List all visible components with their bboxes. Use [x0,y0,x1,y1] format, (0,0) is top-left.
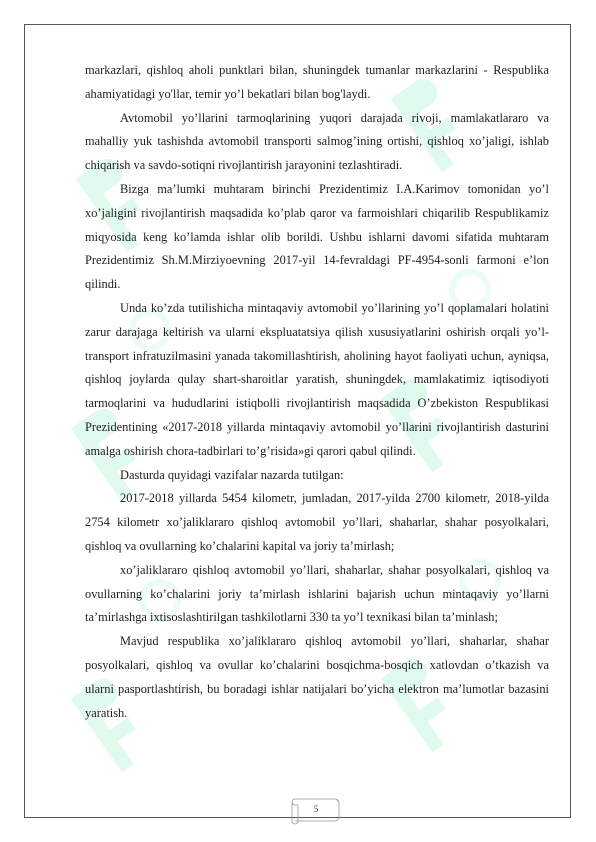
document-body [85,59,549,725]
paragraph: xo’jaliklararo qishloq avtomobil yo’llari, shaharlar, shahar posyolkalari, qishloq va ovullarning ko’chalarini joriy ta’mirlash ishlarini bajarish uchun mintaqaviy yo’llarni ta’mirlashga ixtisoslashtirilgan tashkilotlarni 330 ta yo’l texnikasi bilan ta’minlash; [85,562,549,625]
paragraph: Mavjud respublika xo’jaliklararo qishloq avtomobil yo’llari, shaharlar, shahar posyolkalari, qishloq va ovullar ko’chalarini bosqichma-bosqich xatlovdan o’tkazish va ularni pasportlashtirish, bu boradagi ishlar natijalari bo’yicha elektron ma’lumotlar bazasini yaratish. [85,634,549,720]
paragraph: Dasturda quyidagi vazifalar nazarda tutilgan: [120,467,344,482]
paragraph: Avtomobil yo’llarini tarmoqlarining yuqori darajada rivoji, mamlakatlararo va mahalliy yuk tashishda avtomobil transporti salmog’ining ortishi, qishloq xo’jaligi, ishlab chiqarish va savdo-sotiqni rivojlantirish jarayonini tezlashtiradi. [85,110,549,173]
paragraph: markazlari, qishloq aholi punktlari bilan, shuningdek tumanlar markazlarini - Respublika ahamiyatidagi yo'llar, temir yo’l bekatlari bilan bog'laydi. [85,63,549,101]
page-number-scroll [289,795,343,825]
page-number: 5 [313,804,319,814]
paragraph: Unda ko’zda tutilishicha mintaqaviy avtomobil yo’llarining yo’l qoplamalari holatini zarur darajaga keltirish va ularni ekspluatatsiya qilish xususiyatlarini oshirish orqali yo’l-transport infratuzilmasini yanada takomillashtirish, aholining hayot faoliyati uchun, ayniqsa, qishloq joylarda qulay shart-sharoitlar yaratish, shuningdek, mamlakatimiz iqtisodiyoti tarmoqlarini va hududlarini istiqbolli rivojlantirish maqsadida O’zbekiston Respublikasi Prezidentining «2017-2018 yillarda mintaqaviy avtomobil yo’llarini rivojlantirish dasturini amalga oshirish chora-tadbirlari to’g’risida»gi qarori qabul qilindi. [85,300,549,458]
paragraph: 2017-2018 yillarda 5454 kilometr, jumladan, 2017-yilda 2700 kilometr, 2018-yilda 2754 kilometr xo’jaliklararo qishloq avtomobil yo’llari, shaharlar, shahar posyolkalari, qishloq va ovullarning ko’chalarini kapital va joriy ta’mirlash; [85,491,549,553]
paragraph: Bizga ma’lumki muhtaram birinchi Prezidentimiz I.A.Karimov tomonidan yo’l xo’jaligini rivojlantirish maqsadida ko’plab qaror va farmoishlari chiqarilib Respublikamiz miqyosida keng ko’lamda ishlar olib borildi. Ushbu ishlarni davomi sifatida muhtaram Prezidentimiz Sh.M.Mirziyoevning 2017-yil 14-fevraldagi PF-4954-sonli farmoni e’lon qilindi. [85,181,549,292]
